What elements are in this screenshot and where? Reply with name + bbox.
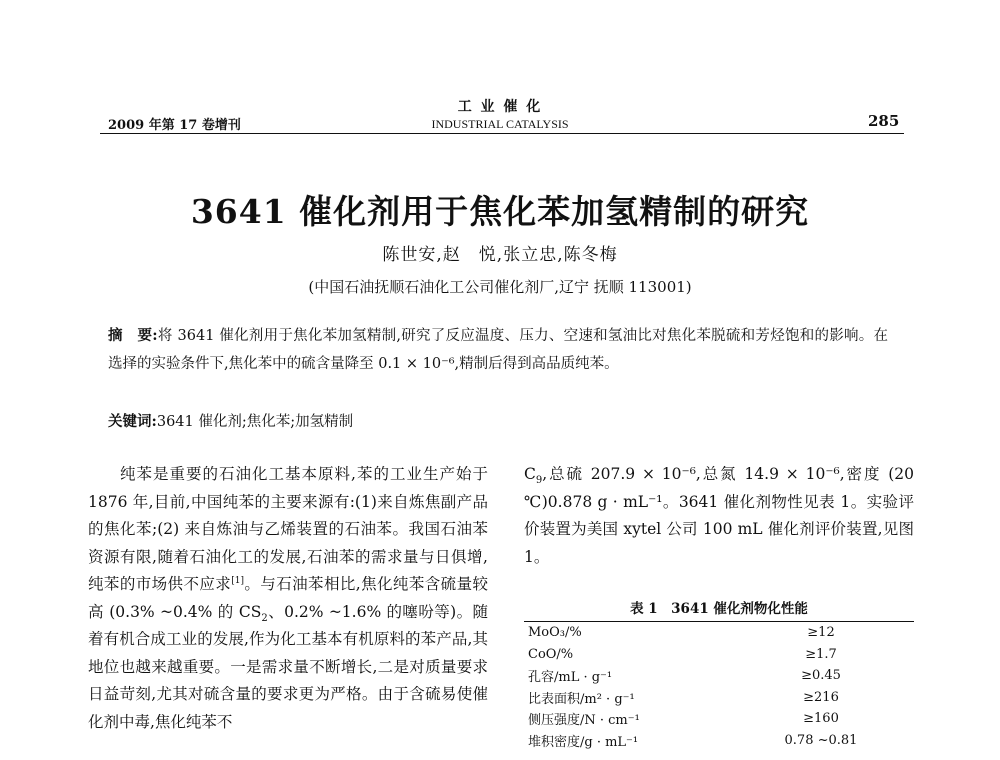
subscript-9: 9 bbox=[535, 475, 543, 487]
table-cell-name: 孔容/mL · g⁻¹ bbox=[528, 670, 613, 686]
article-title: 3641 催化剂用于焦化苯加氢精制的研究 bbox=[190, 192, 810, 231]
body-right-text-1: C bbox=[524, 465, 536, 483]
journal-title-en: INDUSTRIAL CATALYSIS bbox=[431, 117, 569, 131]
article-authors: 陈世安,赵 悦,张立忠,陈冬梅 bbox=[382, 245, 618, 265]
citation-ref: [1] bbox=[231, 575, 244, 586]
table-cell-name: MoO₃/% bbox=[528, 625, 582, 641]
journal-header bbox=[0, 96, 1000, 132]
table-cell-value: ≥12 bbox=[807, 625, 835, 641]
journal-title-cn: 工 业 催 化 bbox=[457, 99, 543, 115]
table-cell-value: ≥1.7 bbox=[805, 646, 837, 662]
table-caption: 表 1 3641 催化剂物化性能 bbox=[630, 601, 808, 617]
body-right-column bbox=[524, 461, 914, 571]
body-left-text-1: 纯苯是重要的石油化工基本原料,苯的工业生产始于 1876 年,目前,中国纯苯的主要来源有:(1)来自炼焦副产品的焦化苯;(2) 来自炼油与乙烯装置的石油苯。我国石油苯资源有限,随着石油化工的发展,石油苯的需求量与日俱增,纯苯的市场供不应求 bbox=[88, 465, 488, 593]
keywords-text: 3641 催化剂;焦化苯;加氢精制 bbox=[156, 414, 354, 430]
abstract-label: 摘 要: bbox=[108, 327, 158, 344]
table-cell-name: 比表面积/m² · g⁻¹ bbox=[528, 691, 635, 707]
keywords-label: 关键词: bbox=[108, 413, 157, 430]
table-cell-value: ≥0.45 bbox=[801, 668, 841, 684]
table-row bbox=[524, 644, 914, 666]
header-rule bbox=[100, 133, 904, 134]
body-left-text-3: 、0.2% ~1.6% 的噻吩等)。随着有机合成工业的发展,作为化工基本有机原料的苯产品,其地位也越来越重要。一是需求量不断增长,二是对质量要求日益苛刻,尤其对硫含量的要求更为严格。由于含硫易使催化剂中毒,焦化纯苯不 bbox=[88, 602, 488, 731]
subscript-2: 2 bbox=[261, 612, 268, 624]
table-cell-name: 堆积密度/g · mL⁻¹ bbox=[528, 734, 639, 750]
page-number: 285 bbox=[868, 112, 900, 130]
table-cell-value: 0.78 ~0.81 bbox=[784, 732, 858, 748]
table-row bbox=[524, 708, 914, 730]
body-left-column bbox=[88, 461, 488, 736]
keywords bbox=[108, 410, 888, 431]
body-right-text-2: ,总硫 207.9 × 10⁻⁶,总氮 14.9 × 10⁻⁶,密度 (20 ℃)0.878 g · mL⁻¹。3641 催化剂物性见表 1。实验评价装置为美国 xytel 公司 100 mL 催化剂评价装置,见图 1。 bbox=[524, 465, 914, 566]
table-cell-name: 侧压强度/N · cm⁻¹ bbox=[528, 713, 640, 729]
article-affiliation: (中国石油抚顺石油化工公司催化剂厂,辽宁 抚顺 113001) bbox=[308, 278, 692, 296]
journal-issue: 2009 年第 17 卷增刊 bbox=[108, 118, 241, 133]
table-cell-value: ≥160 bbox=[803, 711, 839, 727]
table-cell-name: CoO/% bbox=[528, 646, 574, 662]
catalyst-properties-table bbox=[524, 621, 914, 751]
body-left-text-2: 。与石油苯相比,焦化纯苯含硫量较高 (0.3% ~0.4% 的 CS bbox=[88, 575, 488, 621]
table-row bbox=[524, 730, 914, 752]
abstract-text: 将 3641 催化剂用于焦化苯加氢精制,研究了反应温度、压力、空速和氢油比对焦化苯脱硫和芳烃饱和的影响。在选择的实验条件下,焦化苯中的硫含量降至 0.1 × 10⁻⁶,精制后得到高品质纯苯。 bbox=[108, 328, 888, 372]
abstract bbox=[108, 322, 888, 378]
table-row bbox=[524, 622, 914, 644]
table-cell-value: ≥216 bbox=[803, 689, 839, 705]
table-row bbox=[524, 665, 914, 687]
table-row bbox=[524, 687, 914, 709]
